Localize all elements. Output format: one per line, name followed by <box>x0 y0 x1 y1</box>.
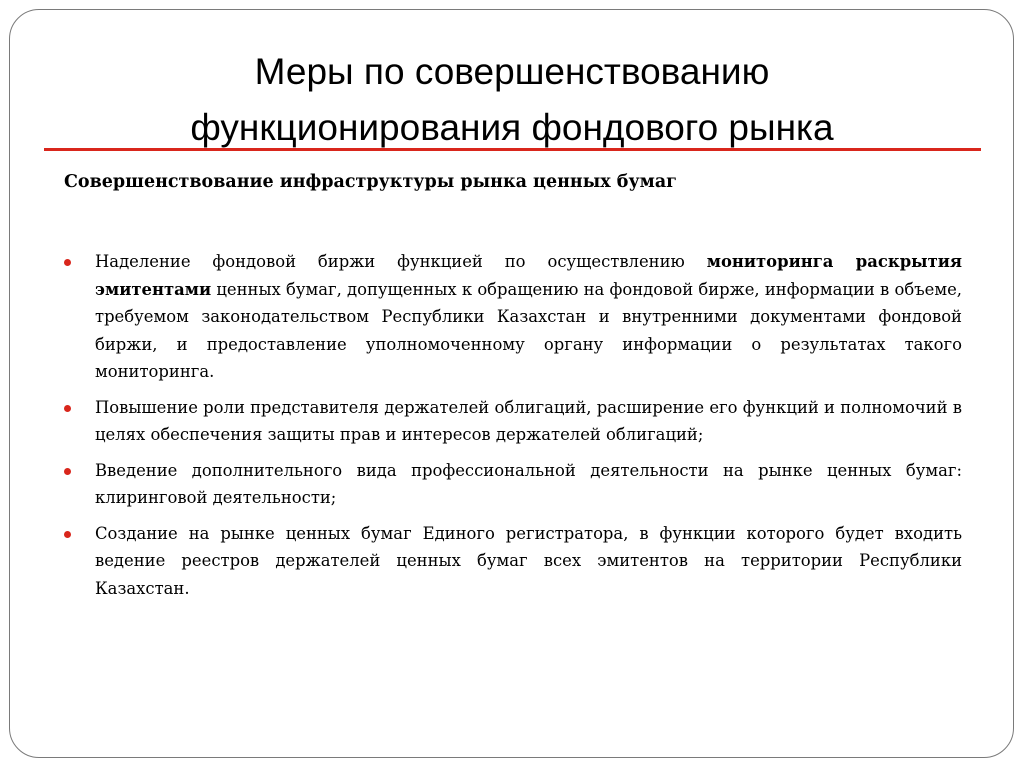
bullet-4-text: Создание на рынке ценных бумаг Единого регистратора, в функции которого будет входить ведение реестров держателей ценных бумаг всех эмитентов на территории Республики Казахстан. <box>95 523 962 598</box>
bullet-item-2 <box>64 394 962 449</box>
title-line-2: функционирования фондового рынка <box>190 107 834 148</box>
bullet-list <box>64 248 962 610</box>
title-line-1: Меры по совершенствованию <box>254 51 770 92</box>
bullet-1-rest: ценных бумаг, допущенных к обращению на фондовой бирже, информации в объеме, требуемом законодательством Республики Казахстан и внутренними документами фондовой биржи, и предоставление уполномоченному органу информации о результатах такого мониторинга. <box>95 279 962 381</box>
bullet-item-4 <box>64 520 962 603</box>
bullet-item-3 <box>64 457 962 512</box>
bullet-3-text: Введение дополнительного вида профессиональной деятельности на рынке ценных бумаг: клиринговой деятельности; <box>95 460 962 507</box>
section-subtitle: Совершенствование инфраструктуры рынка ценных бумаг <box>64 172 677 192</box>
bullet-1-lead: Наделение фондовой биржи функцией по осуществлению <box>95 252 707 271</box>
bullet-1-bold: мониторинга раскрытия эмитентами <box>95 252 963 299</box>
bullet-item-1 <box>64 248 962 386</box>
bullet-dot-icon <box>64 259 71 266</box>
bullet-dot-icon <box>64 468 71 475</box>
bullet-dot-icon <box>64 405 71 412</box>
slide-title <box>60 44 964 156</box>
bullet-2-text: Повышение роли представителя держателей облигаций, расширение его функций и полномочий в целях обеспечения защиты прав и интересов держателей облигаций; <box>95 397 962 444</box>
title-divider <box>44 148 981 151</box>
bullet-dot-icon <box>64 531 71 538</box>
